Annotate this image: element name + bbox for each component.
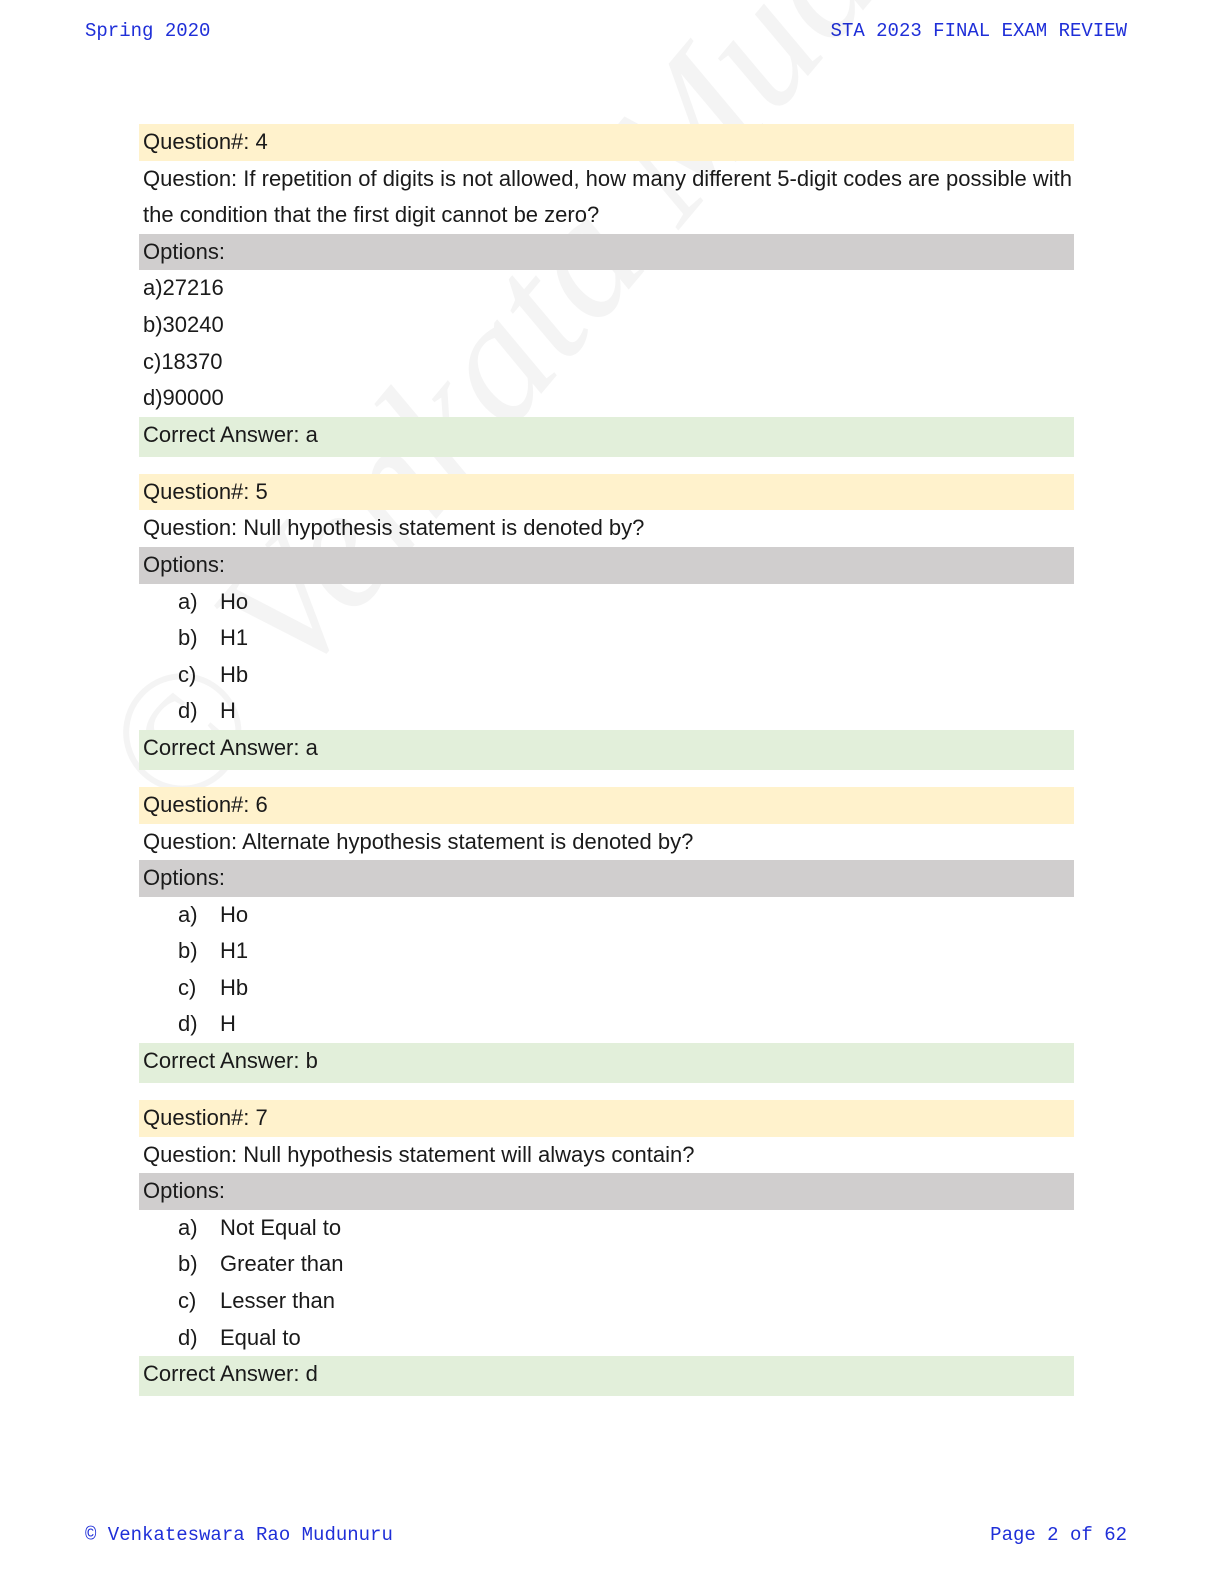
option-text: Ho bbox=[220, 588, 249, 614]
option-item bbox=[139, 933, 1074, 970]
option-item bbox=[139, 657, 1074, 694]
question-block bbox=[139, 474, 1074, 770]
option-text: H bbox=[220, 698, 236, 724]
correct-answer: Correct Answer: a bbox=[139, 730, 1074, 770]
question-text: Question: Alternate hypothesis statement is denoted by? bbox=[143, 828, 694, 854]
option-item: b)30240 bbox=[143, 311, 224, 337]
option-item bbox=[139, 1283, 1074, 1320]
correct-answer: Correct Answer: a bbox=[139, 417, 1074, 457]
header-semester: Spring 2020 bbox=[85, 20, 211, 42]
page-number: Page 2 of 62 bbox=[990, 1524, 1127, 1546]
option-text: Ho bbox=[220, 901, 249, 927]
option-letter: a) bbox=[178, 901, 198, 927]
option-item bbox=[139, 897, 1074, 934]
option-text: H bbox=[220, 1011, 236, 1037]
option-item bbox=[139, 1210, 1074, 1247]
question-number: Question#: 6 bbox=[139, 787, 1074, 824]
option-letter: a) bbox=[178, 1214, 198, 1240]
option-item bbox=[139, 1006, 1074, 1043]
option-text: Hb bbox=[220, 974, 249, 1000]
question-number: Question#: 4 bbox=[139, 124, 1074, 161]
option-item bbox=[139, 693, 1074, 730]
header-title: STA 2023 FINAL EXAM REVIEW bbox=[830, 20, 1127, 42]
option-text: Not Equal to bbox=[220, 1214, 342, 1240]
option-letter: d) bbox=[178, 1324, 198, 1350]
option-letter: c) bbox=[178, 1288, 197, 1314]
question-text: Question: Null hypothesis statement is denoted by? bbox=[143, 515, 645, 541]
option-item: d)90000 bbox=[143, 385, 224, 411]
option-item bbox=[139, 970, 1074, 1007]
correct-answer: Correct Answer: b bbox=[139, 1043, 1074, 1083]
option-item: a)27216 bbox=[143, 275, 224, 301]
question-block bbox=[139, 787, 1074, 1083]
option-item bbox=[139, 620, 1074, 657]
option-item: c)18370 bbox=[143, 348, 223, 374]
question-list bbox=[139, 124, 1074, 1413]
correct-answer: Correct Answer: d bbox=[139, 1356, 1074, 1396]
footer-copyright: © Venkateswara Rao Mudunuru bbox=[85, 1524, 393, 1546]
options-heading: Options: bbox=[139, 1173, 1074, 1210]
option-letter: d) bbox=[178, 1011, 198, 1037]
option-letter: b) bbox=[178, 938, 198, 964]
question-number: Question#: 5 bbox=[139, 474, 1074, 511]
option-letter: a) bbox=[178, 588, 198, 614]
options-heading: Options: bbox=[139, 860, 1074, 897]
question-text: Question: If repetition of digits is not allowed, how many different 5-digit codes are possible with the condition that the first digit cannot be zero? bbox=[143, 165, 1072, 228]
option-text: Hb bbox=[220, 661, 249, 687]
option-item bbox=[139, 584, 1074, 621]
option-text: Greater than bbox=[220, 1251, 344, 1277]
option-text: H1 bbox=[220, 625, 249, 651]
question-block bbox=[139, 1100, 1074, 1396]
option-text: H1 bbox=[220, 938, 249, 964]
option-item bbox=[139, 1246, 1074, 1283]
options-heading: Options: bbox=[139, 234, 1074, 271]
option-letter: d) bbox=[178, 698, 198, 724]
question-number: Question#: 7 bbox=[139, 1100, 1074, 1137]
option-letter: b) bbox=[178, 1251, 198, 1277]
option-item bbox=[139, 1320, 1074, 1357]
option-text: Equal to bbox=[220, 1324, 301, 1350]
option-letter: c) bbox=[178, 661, 197, 687]
question-block bbox=[139, 124, 1074, 457]
option-letter: c) bbox=[178, 974, 197, 1000]
option-letter: b) bbox=[178, 625, 198, 651]
options-heading: Options: bbox=[139, 547, 1074, 584]
question-text: Question: Null hypothesis statement will always contain? bbox=[143, 1141, 695, 1167]
option-text: Lesser than bbox=[220, 1288, 335, 1314]
